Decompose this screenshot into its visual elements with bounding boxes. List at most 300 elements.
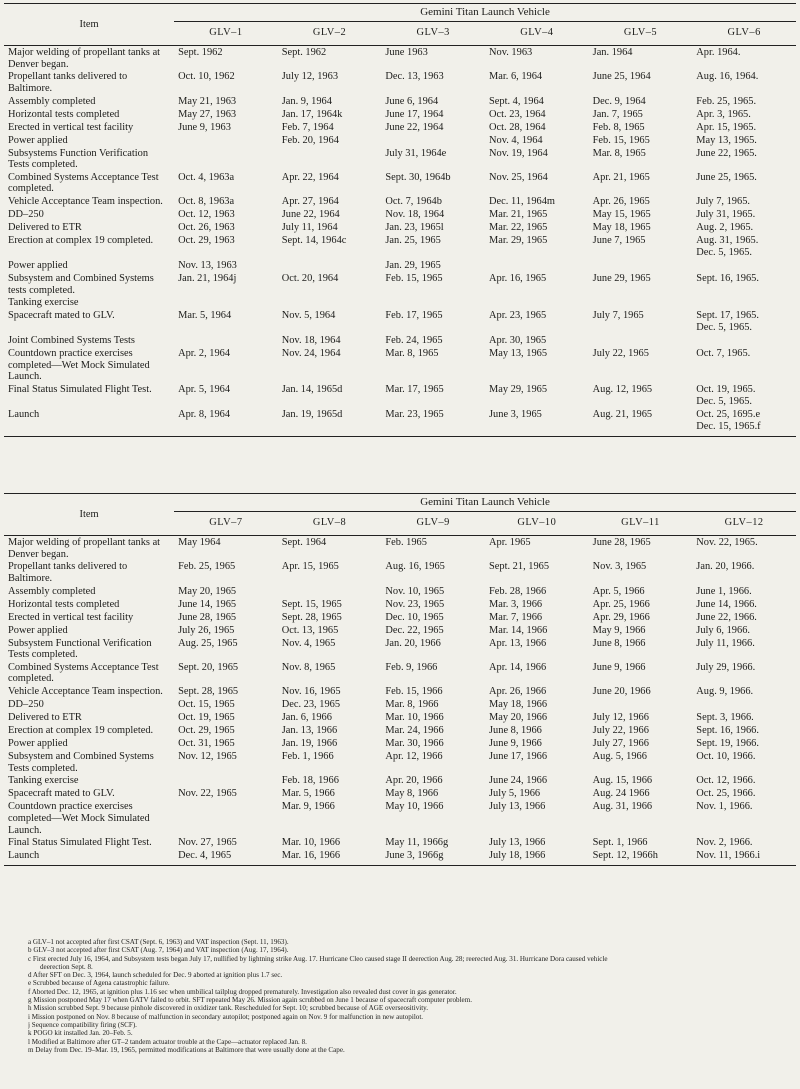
date-cell — [381, 147, 485, 171]
date-cell — [381, 95, 485, 108]
item-label: Assembly completed — [8, 95, 96, 107]
date-value: Oct. 29, 1963 — [178, 235, 235, 247]
table-row — [4, 849, 796, 866]
date-value: July 13, 1966 — [489, 837, 546, 849]
date-value: Apr. 5, 1964 — [178, 383, 231, 395]
date-cell — [278, 849, 382, 866]
date-value: Apr. 14, 1966 — [489, 661, 547, 673]
date-value: Feb. 15, 1966 — [385, 686, 443, 698]
date-cell — [381, 408, 485, 437]
date-value: Mar. 14, 1966 — [489, 624, 548, 636]
date-value: June 24, 1966 — [489, 775, 548, 787]
date-cell — [485, 70, 589, 94]
date-value: Dec. 9, 1964 — [592, 95, 646, 107]
date-cell — [485, 535, 589, 560]
date-value: June 22, 1966. — [696, 611, 757, 623]
date-value: Feb. 8, 1965 — [592, 121, 645, 133]
date-cell — [174, 750, 278, 774]
vehicle-header: GLV–11 — [589, 512, 693, 536]
date-cell — [692, 259, 796, 272]
date-value: Aug. 15, 1966 — [592, 775, 653, 787]
date-cell — [692, 724, 796, 737]
table-row — [4, 711, 796, 724]
date-cell — [174, 408, 278, 437]
date-value: Sept. 20, 1965 — [178, 661, 239, 673]
date-value: Apr. 23, 1965 — [489, 310, 547, 321]
date-cell — [381, 624, 485, 637]
date-cell — [278, 774, 382, 787]
date-value: Sept. 14, 1964c — [281, 235, 347, 247]
table-row — [4, 787, 796, 800]
date-value: May 13, 1965 — [489, 348, 548, 359]
date-cell — [174, 787, 278, 800]
date-value: Feb. 1965 — [385, 536, 427, 548]
date-cell — [278, 134, 382, 147]
date-value: Feb. 7, 1964 — [281, 121, 334, 133]
schedule-table-glv-7-to-12 — [4, 493, 796, 866]
date-value: Oct. 7, 1964b — [385, 196, 442, 208]
date-cell — [692, 737, 796, 750]
date-value: June 22, 1964 — [281, 209, 340, 221]
date-cell — [589, 637, 693, 661]
date-cell — [278, 611, 382, 624]
date-value: Jan. 25, 1965 — [385, 235, 441, 247]
date-cell — [278, 171, 382, 195]
date-cell — [692, 221, 796, 234]
date-value: Nov. 18, 1964 — [385, 209, 445, 221]
date-value: June 1963 — [385, 46, 428, 58]
date-value: Apr. 3, 1965. — [696, 108, 751, 120]
date-cell — [485, 234, 589, 259]
date-cell — [381, 750, 485, 774]
date-cell — [174, 598, 278, 611]
date-value: June 9, 1966 — [489, 738, 542, 750]
date-cell — [485, 724, 589, 737]
date-cell — [589, 221, 693, 234]
footnote: i Mission postponed on Nov. 8 because of malfunction in secondary autopilot; postponed again on Nov. 9 for malfunction in new autopilot. — [28, 1012, 424, 1021]
date-cell — [589, 147, 693, 171]
vehicle-header: GLV–8 — [278, 512, 382, 536]
date-value: June 3, 1965 — [489, 408, 542, 420]
table-row — [4, 234, 796, 259]
date-value: Dec. 11, 1964m — [489, 196, 556, 208]
date-value: June 17, 1966 — [489, 751, 548, 763]
date-value: June 7, 1965 — [592, 235, 646, 247]
item-label: Subsystem and Combined Systems Tests completed. — [8, 751, 154, 774]
date-cell — [692, 624, 796, 637]
date-value: Jan. 17, 1964k — [281, 108, 343, 120]
date-value: May 20, 1965 — [178, 585, 237, 597]
date-cell — [589, 208, 693, 221]
date-value: Oct. 4, 1963a — [178, 171, 235, 183]
date-cell — [278, 836, 382, 849]
date-cell — [381, 724, 485, 737]
date-cell — [174, 685, 278, 698]
date-value: Mar. 24, 1966 — [385, 725, 444, 737]
date-value: Sept. 12, 1966h — [592, 850, 658, 862]
date-value: Mar. 8, 1965 — [385, 348, 439, 359]
date-value: Jan. 21, 1964j — [178, 273, 237, 285]
date-cell — [485, 272, 589, 296]
date-value: May 10, 1966 — [385, 801, 444, 813]
date-cell — [174, 661, 278, 685]
date-cell — [589, 108, 693, 121]
date-value: Feb. 15, 1965 — [385, 273, 443, 285]
date-value: July 22, 1966 — [592, 725, 649, 737]
date-value: Sept. 17, 1965. — [696, 310, 759, 321]
date-value: Apr. 20, 1966 — [385, 775, 443, 787]
item-label: Combined Systems Acceptance Test completed. — [8, 661, 159, 685]
date-cell — [692, 535, 796, 560]
table-row — [4, 208, 796, 221]
date-cell — [278, 750, 382, 774]
date-cell — [589, 70, 693, 94]
date-cell — [174, 724, 278, 737]
date-value: Nov. 24, 1964 — [281, 348, 341, 359]
date-cell — [174, 560, 278, 584]
date-value: Mar. 10, 1966 — [385, 712, 444, 724]
date-cell — [278, 121, 382, 134]
date-cell — [174, 711, 278, 724]
date-cell — [589, 408, 693, 437]
date-cell — [485, 95, 589, 108]
date-cell — [381, 259, 485, 272]
date-cell — [589, 585, 693, 598]
table-row — [4, 347, 796, 383]
date-cell — [485, 774, 589, 787]
date-value: June 25, 1964 — [592, 71, 651, 83]
date-cell — [278, 347, 382, 383]
date-cell — [589, 45, 693, 70]
date-cell — [485, 598, 589, 611]
date-value: Dec. 5, 1965. — [696, 322, 752, 333]
date-cell — [692, 661, 796, 685]
table-row — [4, 147, 796, 171]
date-value: Jan. 7, 1965 — [592, 108, 643, 120]
date-value: Sept. 28, 1965 — [178, 686, 239, 698]
table-row — [4, 611, 796, 624]
date-value: Jan. 19, 1965d — [281, 408, 343, 420]
footnote: c First erected July 16, 1964, and Subsystem tests began July 17, nullified by lightning strike Aug. 17. Hurricane Cleo caused stage II deerection Aug. 28; reerected Aug. 31. Hurricane Dora caused vehicle — [28, 954, 608, 963]
date-value: June 28, 1965 — [178, 611, 237, 623]
date-cell — [278, 259, 382, 272]
item-label: Power applied — [8, 738, 68, 750]
date-value: May 1964 — [178, 536, 221, 548]
date-value: June 6, 1964 — [385, 95, 439, 107]
date-cell — [381, 800, 485, 836]
item-label: Final Status Simulated Flight Test. — [8, 837, 152, 849]
date-cell — [692, 121, 796, 134]
date-cell — [692, 585, 796, 598]
date-value: Mar. 8, 1966 — [385, 699, 439, 711]
date-cell — [589, 836, 693, 849]
vehicle-header: GLV–2 — [278, 22, 382, 46]
date-value: Nov. 25, 1964 — [489, 171, 548, 183]
date-cell — [278, 724, 382, 737]
date-cell — [174, 309, 278, 334]
item-label: Spacecraft mated to GLV. — [8, 310, 115, 321]
date-value: June 3, 1966g — [385, 850, 444, 862]
date-cell — [174, 147, 278, 171]
date-cell — [174, 171, 278, 195]
date-value: Oct. 13, 1965 — [281, 624, 339, 636]
date-cell — [485, 195, 589, 208]
date-cell — [589, 272, 693, 296]
date-cell — [589, 309, 693, 334]
date-cell — [692, 195, 796, 208]
date-cell — [174, 383, 278, 408]
date-value: Apr. 1965 — [489, 536, 531, 548]
date-cell — [485, 737, 589, 750]
date-value: Mar. 10, 1966 — [281, 837, 341, 849]
item-label: Propellant tanks delivered to Baltimore. — [8, 71, 128, 94]
group-header: Gemini Titan Launch Vehicle — [174, 4, 796, 22]
date-cell — [485, 560, 589, 584]
date-cell — [485, 383, 589, 408]
date-cell — [174, 347, 278, 383]
date-cell — [589, 383, 693, 408]
date-value: Nov. 3, 1965 — [592, 561, 647, 573]
date-cell — [381, 698, 485, 711]
date-cell — [278, 685, 382, 698]
date-cell — [174, 334, 278, 347]
date-value: Dec. 13, 1963 — [385, 71, 444, 83]
date-value: Apr. 25, 1966 — [592, 598, 650, 610]
date-value: Feb. 25, 1965. — [696, 95, 757, 107]
table-row — [4, 272, 796, 296]
date-cell — [485, 637, 589, 661]
date-value: Oct. 23, 1964 — [489, 108, 546, 120]
date-value: Aug. 31, 1966 — [592, 801, 653, 813]
date-value: June 25, 1965. — [696, 171, 757, 183]
item-label: Propellant tanks delivered to Baltimore. — [8, 561, 128, 584]
date-value: Apr. 12, 1966 — [385, 751, 443, 763]
date-cell — [692, 334, 796, 347]
date-value: May 21, 1963 — [178, 95, 237, 107]
date-cell — [692, 108, 796, 121]
item-label: Delivered to ETR — [8, 712, 82, 724]
date-value: Nov. 19, 1964 — [489, 147, 548, 159]
item-label: Erection at complex 19 completed. — [8, 725, 154, 737]
date-cell — [692, 347, 796, 383]
date-cell — [485, 685, 589, 698]
table-row — [4, 598, 796, 611]
date-cell — [589, 685, 693, 698]
item-label: Combined Systems Acceptance Test completed. — [8, 171, 159, 195]
table-row — [4, 121, 796, 134]
date-cell — [381, 70, 485, 94]
table-row — [4, 750, 796, 774]
date-value: Mar. 3, 1966 — [489, 598, 543, 610]
date-value: Apr. 22, 1964 — [281, 171, 339, 183]
item-label: Launch — [4, 408, 174, 437]
date-cell — [692, 711, 796, 724]
date-value: Mar. 9, 1966 — [281, 801, 335, 813]
date-value: July 12, 1963 — [281, 71, 339, 83]
footnote: h Mission scrubbed Sept. 9 because pinhole discovered in oxidizer tank. Rescheduled for Sept. 10; scrubbed because of AGE overseositivity. — [28, 1004, 429, 1013]
date-value: Dec. 4, 1965 — [178, 850, 232, 862]
date-value: Mar. 21, 1965 — [489, 209, 548, 221]
date-value: Apr. 30, 1965 — [489, 335, 547, 346]
date-value: Oct. 12, 1966. — [696, 775, 756, 787]
date-cell — [174, 624, 278, 637]
item-header: Item — [4, 494, 174, 536]
date-cell — [589, 95, 693, 108]
date-value: Nov. 27, 1965 — [178, 837, 237, 849]
date-value: Feb. 20, 1964 — [281, 134, 339, 146]
date-value: Apr. 16, 1965 — [489, 273, 547, 285]
date-value: Jan. 23, 1965l — [385, 222, 444, 234]
date-cell — [485, 171, 589, 195]
item-label: DD–250 — [8, 209, 44, 221]
date-cell — [381, 108, 485, 121]
date-value: Nov. 22, 1965 — [178, 788, 237, 800]
date-value: Sept. 30, 1964b — [385, 171, 451, 183]
date-value: Oct. 10, 1962 — [178, 71, 235, 83]
vehicle-header: GLV–6 — [692, 22, 796, 46]
date-value: Jan. 29, 1965 — [385, 260, 441, 272]
date-cell — [692, 208, 796, 221]
table-row — [4, 535, 796, 560]
date-value: Oct. 19, 1965. — [696, 383, 756, 395]
item-label: Major welding of propellant tanks at Denver began. — [8, 46, 161, 70]
table-row — [4, 408, 796, 437]
date-cell — [485, 259, 589, 272]
date-value: Feb. 1, 1966 — [281, 751, 334, 763]
date-value: Aug. 2, 1965. — [696, 222, 754, 234]
date-value: July 31, 1965. — [696, 209, 756, 221]
date-value: Oct. 19, 1965 — [178, 712, 235, 724]
date-value: Jan. 20, 1966. — [696, 561, 755, 573]
item-label: Subsystem Functional Verification Tests completed. — [8, 637, 152, 661]
table-row — [4, 698, 796, 711]
date-cell — [692, 774, 796, 787]
table-row — [4, 661, 796, 685]
date-value: May 29, 1965 — [489, 383, 548, 395]
date-value: Aug. 9, 1966. — [696, 686, 754, 698]
date-value: Oct. 28, 1964 — [489, 121, 546, 133]
date-cell — [589, 334, 693, 347]
date-cell — [692, 272, 796, 296]
date-cell — [692, 560, 796, 584]
table-row — [4, 585, 796, 598]
date-value: Dec. 22, 1965 — [385, 624, 444, 636]
table-row — [4, 309, 796, 334]
date-value: Mar. 5, 1964 — [178, 310, 232, 321]
footnote: deerection Sept. 8. — [40, 962, 93, 971]
date-value: June 28, 1965 — [592, 536, 651, 548]
table-row — [4, 334, 796, 347]
date-value: Nov. 10, 1965 — [385, 585, 445, 597]
date-value: Jan. 9, 1964 — [281, 95, 332, 107]
date-value: Sept. 4, 1964 — [489, 95, 544, 107]
table-row — [4, 296, 796, 309]
date-cell — [589, 849, 693, 866]
date-value: Dec. 5, 1965. — [696, 247, 752, 259]
date-cell — [589, 171, 693, 195]
date-value: Nov. 12, 1965 — [178, 751, 237, 763]
date-value: Feb. 24, 1965 — [385, 335, 443, 346]
item-label: Horizontal tests completed — [8, 108, 120, 120]
date-cell — [485, 849, 589, 866]
date-value: Apr. 27, 1964 — [281, 196, 339, 208]
date-cell — [174, 849, 278, 866]
date-cell — [485, 147, 589, 171]
date-value: Apr. 1964. — [696, 46, 741, 58]
date-value: Oct. 29, 1965 — [178, 725, 235, 737]
vehicle-header: GLV–4 — [485, 22, 589, 46]
date-cell — [278, 272, 382, 296]
date-cell — [278, 737, 382, 750]
date-cell — [381, 45, 485, 70]
schedule-table-glv-1-to-6 — [4, 3, 796, 437]
date-value: July 11, 1964 — [281, 222, 338, 234]
date-cell — [381, 849, 485, 866]
table-row — [4, 45, 796, 70]
vehicle-header: GLV–7 — [174, 512, 278, 536]
footnote: b GLV–3 not accepted after first CSAT (Aug. 7, 1964) and VAT inspection (Aug. 17, 1964). — [28, 946, 289, 955]
date-value: July 18, 1966 — [489, 850, 546, 862]
date-value: Apr. 2, 1964 — [178, 348, 231, 359]
date-cell — [589, 737, 693, 750]
date-cell — [589, 611, 693, 624]
item-label: Subsystems Function Verification Tests completed. — [8, 147, 149, 171]
date-value: Sept. 3, 1966. — [696, 712, 754, 724]
date-value: Aug. 31, 1965. — [696, 235, 759, 247]
date-cell — [485, 585, 589, 598]
date-cell — [692, 296, 796, 309]
table-row — [4, 95, 796, 108]
date-value: Jan. 13, 1966 — [281, 725, 338, 737]
date-cell — [174, 195, 278, 208]
item-label: Erected in vertical test facility — [8, 121, 134, 133]
date-cell — [485, 800, 589, 836]
date-cell — [692, 698, 796, 711]
item-label: DD–250 — [8, 699, 44, 711]
date-value: May 13, 1965. — [696, 134, 757, 146]
date-value: Aug. 21, 1965 — [592, 408, 653, 420]
date-cell — [485, 108, 589, 121]
date-value: June 14, 1966. — [696, 598, 757, 610]
date-cell — [174, 611, 278, 624]
date-cell — [278, 70, 382, 94]
item-label: Vehicle Acceptance Team inspection. — [8, 196, 163, 208]
item-label: Major welding of propellant tanks at Denver began. — [8, 536, 161, 560]
date-cell — [692, 234, 796, 259]
date-cell — [174, 45, 278, 70]
date-cell — [174, 95, 278, 108]
item-label: Power applied — [8, 260, 68, 272]
date-cell — [174, 637, 278, 661]
date-cell — [589, 195, 693, 208]
date-value: May 8, 1966 — [385, 788, 439, 800]
date-cell — [278, 221, 382, 234]
date-value: May 9, 1966 — [592, 624, 646, 636]
item-label: Spacecraft mated to GLV. — [8, 788, 115, 800]
footnote: m Delay from Dec. 19–Mar. 19, 1965, permitted modifications at Baltimore that were usually done at the Cape. — [28, 1045, 345, 1054]
item-label: Subsystem and Combined Systems tests completed. — [8, 273, 154, 296]
date-value: Sept. 28, 1965 — [281, 611, 342, 623]
date-cell — [485, 836, 589, 849]
date-value: Nov. 8, 1965 — [281, 661, 336, 673]
date-cell — [485, 208, 589, 221]
date-value: July 22, 1965 — [592, 348, 649, 359]
date-cell — [589, 535, 693, 560]
date-value: June 22, 1964 — [385, 121, 444, 133]
date-cell — [278, 661, 382, 685]
footnote: j Sequence compatibility firing (SCF). — [28, 1020, 137, 1029]
item-label: Erection at complex 19 completed. — [8, 235, 154, 247]
